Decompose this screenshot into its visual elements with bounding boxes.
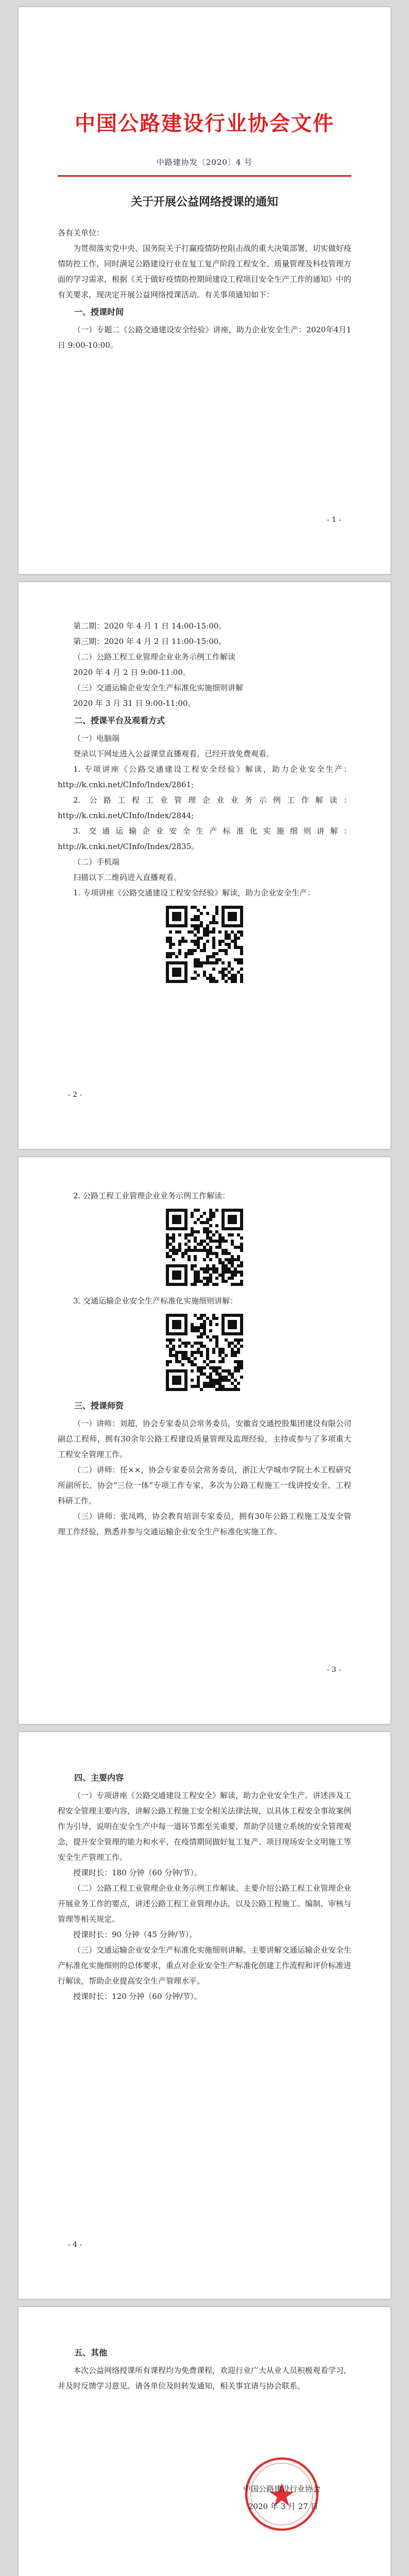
mobile-item-3: 3. 交通运输企业安全生产标准化实施细则讲解： — [73, 1296, 238, 1306]
qr-code-3[interactable] — [58, 1314, 351, 1391]
page-number: - 4 - — [68, 2241, 82, 2249]
document-number: 中路建协发〔2020〕4 号 — [156, 158, 253, 167]
pc-link-2[interactable]: 2. 公路工程工业管理企业业务示例工作解读：http://k.cnki.net/CInfo/Index/2844; — [58, 795, 351, 820]
section-heading-platform: 二、授课平台及观看方式 — [74, 716, 165, 725]
teacher-1: （一）讲师：刘超，协会专家委员会常务委员，安徽省交通控股集团建设有限公司副总工程师，拥有30余年公路工程建设质量管理及监理经验，主持或参与了多项重大工程安全管理工作。 — [58, 1419, 352, 1459]
time-line-3: 第三期：2020 年 4 月 2 日 11:00-15:00。 — [73, 637, 227, 646]
page-2 — [19, 582, 390, 1149]
content-1-time: 授课时长：180 分钟（60 分钟/节）。 — [73, 1868, 202, 1877]
section-heading-time: 一、授课时间 — [74, 307, 124, 317]
salutation: 各有关单位： — [58, 228, 105, 238]
pc-link-1[interactable]: 1. 专项讲座《公路交通建设工程安全经验》解读，助力企业安全生产：http://k.cnki.net/CInfo/Index/2861; — [58, 765, 351, 789]
document-header-title: 中国公路建设行业协会文件 — [75, 111, 334, 135]
section-heading-content: 四、主要内容 — [74, 1773, 124, 1783]
page-4 — [19, 1732, 390, 2299]
other-paragraph: 本次公益网络授课所有课程均为免费课程，欢迎行业广大从业人员积极观看学习，并及时反馈学习意见。请各单位及时转发通知，相关事宜请与协会联系。 — [58, 2366, 352, 2391]
time-item-1: （一）专题二《公路交通建设安全经验》讲座，助力企业安全生产：2020年4月1日 9:00-10:00。 — [58, 325, 351, 350]
issuer-name: 中国公路建设行业协会 — [243, 2484, 321, 2494]
issue-date: 2020 年 3 月 27 日 — [248, 2502, 318, 2511]
content-2: （二）公路工程工业管理企业业务示例工作解读。主要介绍公路工程工业管理企业开展业务工作的要点，讲述公路工程工业管理办法，以及公路工程施工、编制、审核与管理等相关规定。 — [58, 1884, 352, 1924]
content-3-time: 授课时长：120 分钟（60 分钟/节）。 — [73, 1992, 202, 2001]
time-line-2: 第二期：2020 年 4 月 1 日 14:00-15:00。 — [73, 621, 227, 631]
time-item-2-time: 2020 年 4 月 2 日 9:00-11:00。 — [73, 668, 191, 677]
intro-paragraph: 为贯彻落实党中央、国务院关于打赢疫情防控阻击战的重大决策部署，切实做好疫情防控工作，同时满足公路建设行业在复工复产阶段工程安全、质量管理及科技管理方面的学习需求，根据《关于做好疫情防控期间建设工程项目安全生产工作的通知》中的有关要求，现决定开展公益网络授课活动。有关事项通知如下： — [58, 244, 352, 299]
page-3 — [19, 1157, 390, 1724]
qr-code-icon — [166, 1314, 243, 1391]
time-item-2-title: （二）公路工程工业管理企业业务示例工作解读 — [73, 652, 236, 662]
time-item-3-title: （三）交通运输企业安全生产标准化实施细则讲解 — [73, 683, 244, 692]
mobile-text: 扫描以下二维码进入直播观看。 — [73, 873, 182, 882]
section-heading-teachers: 三、授课师资 — [74, 1401, 124, 1411]
page-number: - 1 - — [327, 516, 341, 524]
signature-block — [58, 2394, 351, 2548]
teacher-2: （二）讲师：任××，协会专家委员会常务委员，浙江大学城市学院土木工程研究所副所长，协会“三位一体”专项工作专家，多次为公路工程施工一线讲授安全、工程科研工作。 — [58, 1465, 351, 1505]
pc-heading: （一）电脑端 — [73, 734, 120, 743]
content-2-time: 授课时长：90 分钟（45 分钟/节）。 — [73, 1930, 197, 1939]
notice-title: 关于开展公益网络授课的通知 — [130, 195, 278, 209]
page-5 — [19, 2307, 390, 2576]
content-1: （一）专项讲座《公路交通建设工程安全》解读，助力企业安全生产。讲述涉及工程安全管理主要内容，讲解公路工程施工安全相关法律法规，以具体工程安全事故案例作为引导，说明在安全生产中每一道环节都至关重要，帮助学员建立系统的安全管理观念，提升安全管理的能力和水平，在疫情期间做好复工复产、项目现场安全文明施工等安全生产管理工作。 — [58, 1791, 352, 1862]
page-1 — [19, 7, 390, 574]
pc-text: 登录以下网址进入公益课堂直播观看，已经开放免费观看。 — [73, 749, 275, 758]
qr-code-1[interactable] — [58, 906, 351, 983]
mobile-item-2: 2. 公路工程工业管理企业业务示例工作解读： — [73, 1191, 230, 1200]
qr-code-2[interactable] — [58, 1209, 351, 1286]
time-item-3-time: 2020 年 3 月 31 日 9:00-11:00。 — [73, 699, 196, 708]
section-heading-other: 五、其他 — [74, 2348, 108, 2358]
content-3: （三）交通运输企业安全生产标准化实施细则讲解。主要讲解交通运输企业安全生产标准化实施细则的总体要求，重点对企业安全生产标准化创建工作流程和评价标准进行解读，帮助企业提高安全生产管理水平。 — [58, 1945, 352, 1986]
red-divider — [58, 175, 351, 177]
mobile-item-1: 1. 专项讲座《公路交通建设工程安全经验》解读，助力企业安全生产： — [73, 888, 315, 897]
teacher-3: （三）讲师：张凤鸣，协会教育培训专家委员，拥有30年公路工程施工及安全管理工作经验，熟悉并参与交通运输企业安全生产标准化实施工作。 — [58, 1512, 351, 1536]
qr-code-icon — [166, 906, 243, 983]
page-number: - 2 - — [68, 1091, 82, 1099]
page-number: - 3 - — [327, 1666, 341, 1674]
qr-code-icon — [166, 1209, 243, 1286]
pc-link-3[interactable]: 3. 交通运输企业安全生产标准化实施细则讲解：http://k.cnki.net/CInfo/Index/2835。 — [58, 826, 351, 851]
mobile-heading: （二）手机端 — [73, 857, 120, 867]
